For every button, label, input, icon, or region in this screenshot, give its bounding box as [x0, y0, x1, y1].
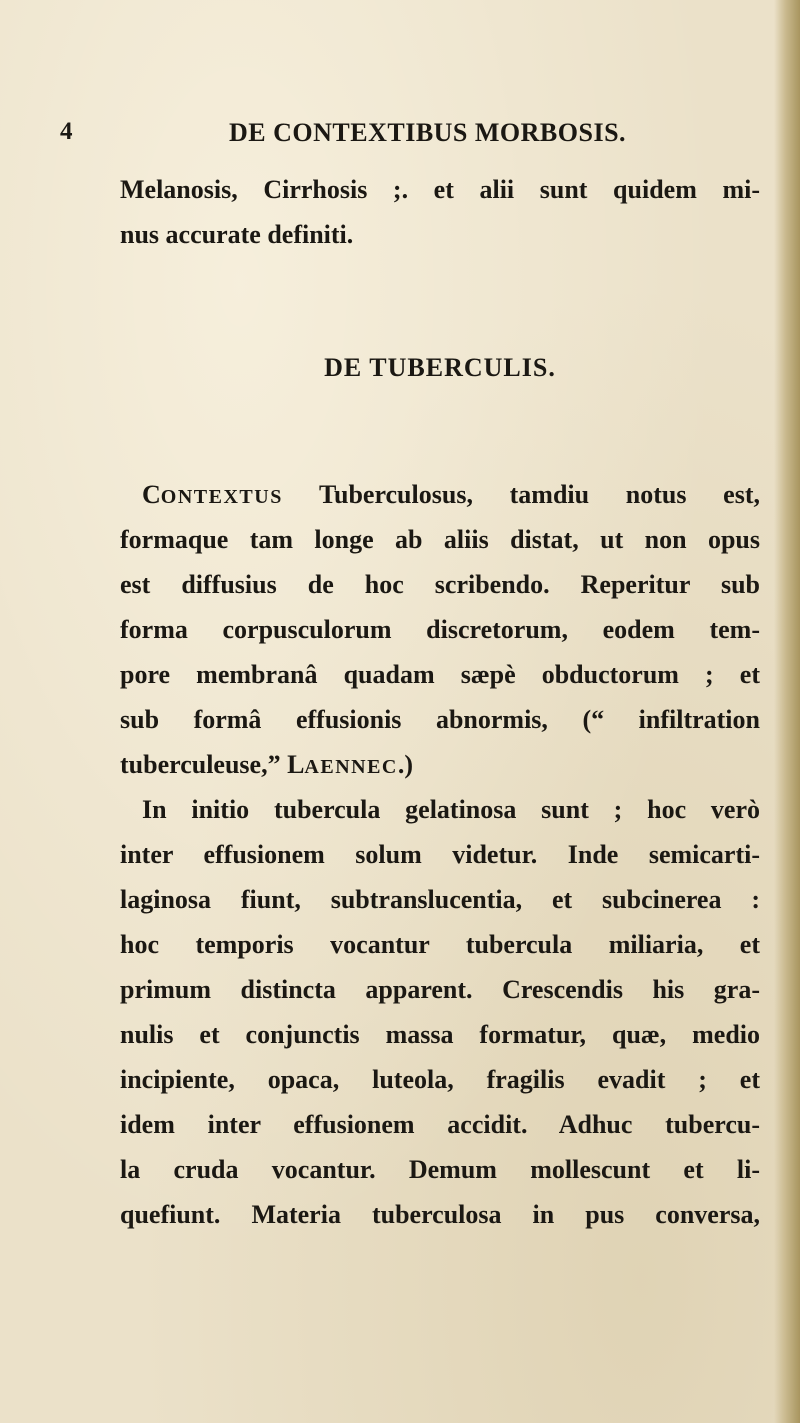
text-line: idem inter effusionem accidit. Adhuc tubercu- — [120, 1110, 760, 1139]
section-heading: DE TUBERCULIS. — [324, 353, 556, 382]
text-line: inter effusionem solum videtur. Inde semicarti- — [120, 840, 760, 869]
running-head — [60, 118, 760, 154]
text-line: forma corpusculorum discretorum, eodem tem- — [120, 615, 760, 644]
text-line: incipiente, opaca, luteola, fragilis evadit ; et — [120, 1065, 760, 1094]
text-line: nulis et conjunctis massa formatur, quæ, medio — [120, 1020, 760, 1049]
text-line: laginosa fiunt, subtranslucentia, et subcinerea : — [120, 885, 760, 914]
line-start: tuberculeuse,” — [120, 750, 288, 779]
smallcaps-initial: L — [287, 750, 305, 779]
text-line: la cruda vocantur. Demum mollescunt et li- — [120, 1155, 760, 1184]
main-paragraph — [120, 472, 760, 1237]
text-line: In initio tubercula gelatinosa sunt ; hoc verò — [142, 795, 760, 824]
smallcaps-rest: AENNEC — [304, 756, 398, 778]
page-number: 4 — [60, 118, 73, 145]
line-rest: Tuberculosus, tamdiu notus est, — [282, 480, 760, 509]
intro-paragraph — [120, 167, 760, 257]
text-line: pore membranâ quadam sæpè obductorum ; et — [120, 660, 760, 689]
running-title: DE CONTEXTIBUS MORBOSIS. — [229, 118, 627, 147]
text-line — [120, 742, 760, 787]
smallcaps-initial: C — [142, 480, 161, 509]
text-line: nus accurate definiti. — [120, 220, 354, 249]
text-line: Melanosis, Cirrhosis ;. et alii sunt quidem mi- — [120, 175, 760, 204]
text-line: quefiunt. Materia tuberculosa in pus conversa, — [120, 1200, 760, 1229]
text-line: primum distincta apparent. Crescendis his gra- — [120, 975, 760, 1004]
text-line — [120, 472, 760, 517]
text-line: hoc temporis vocantur tubercula miliaria, et — [120, 930, 760, 959]
smallcaps-rest: ONTEXTUS — [160, 486, 283, 508]
text-line: formaque tam longe ab aliis distat, ut non opus — [120, 525, 760, 554]
line-end: .) — [397, 750, 414, 779]
text-line: sub formâ effusionis abnormis, (“ infiltration — [120, 705, 760, 734]
text-line: est diffusius de hoc scribendo. Reperitur sub — [120, 570, 760, 599]
page-edge-shadow — [774, 0, 800, 1423]
